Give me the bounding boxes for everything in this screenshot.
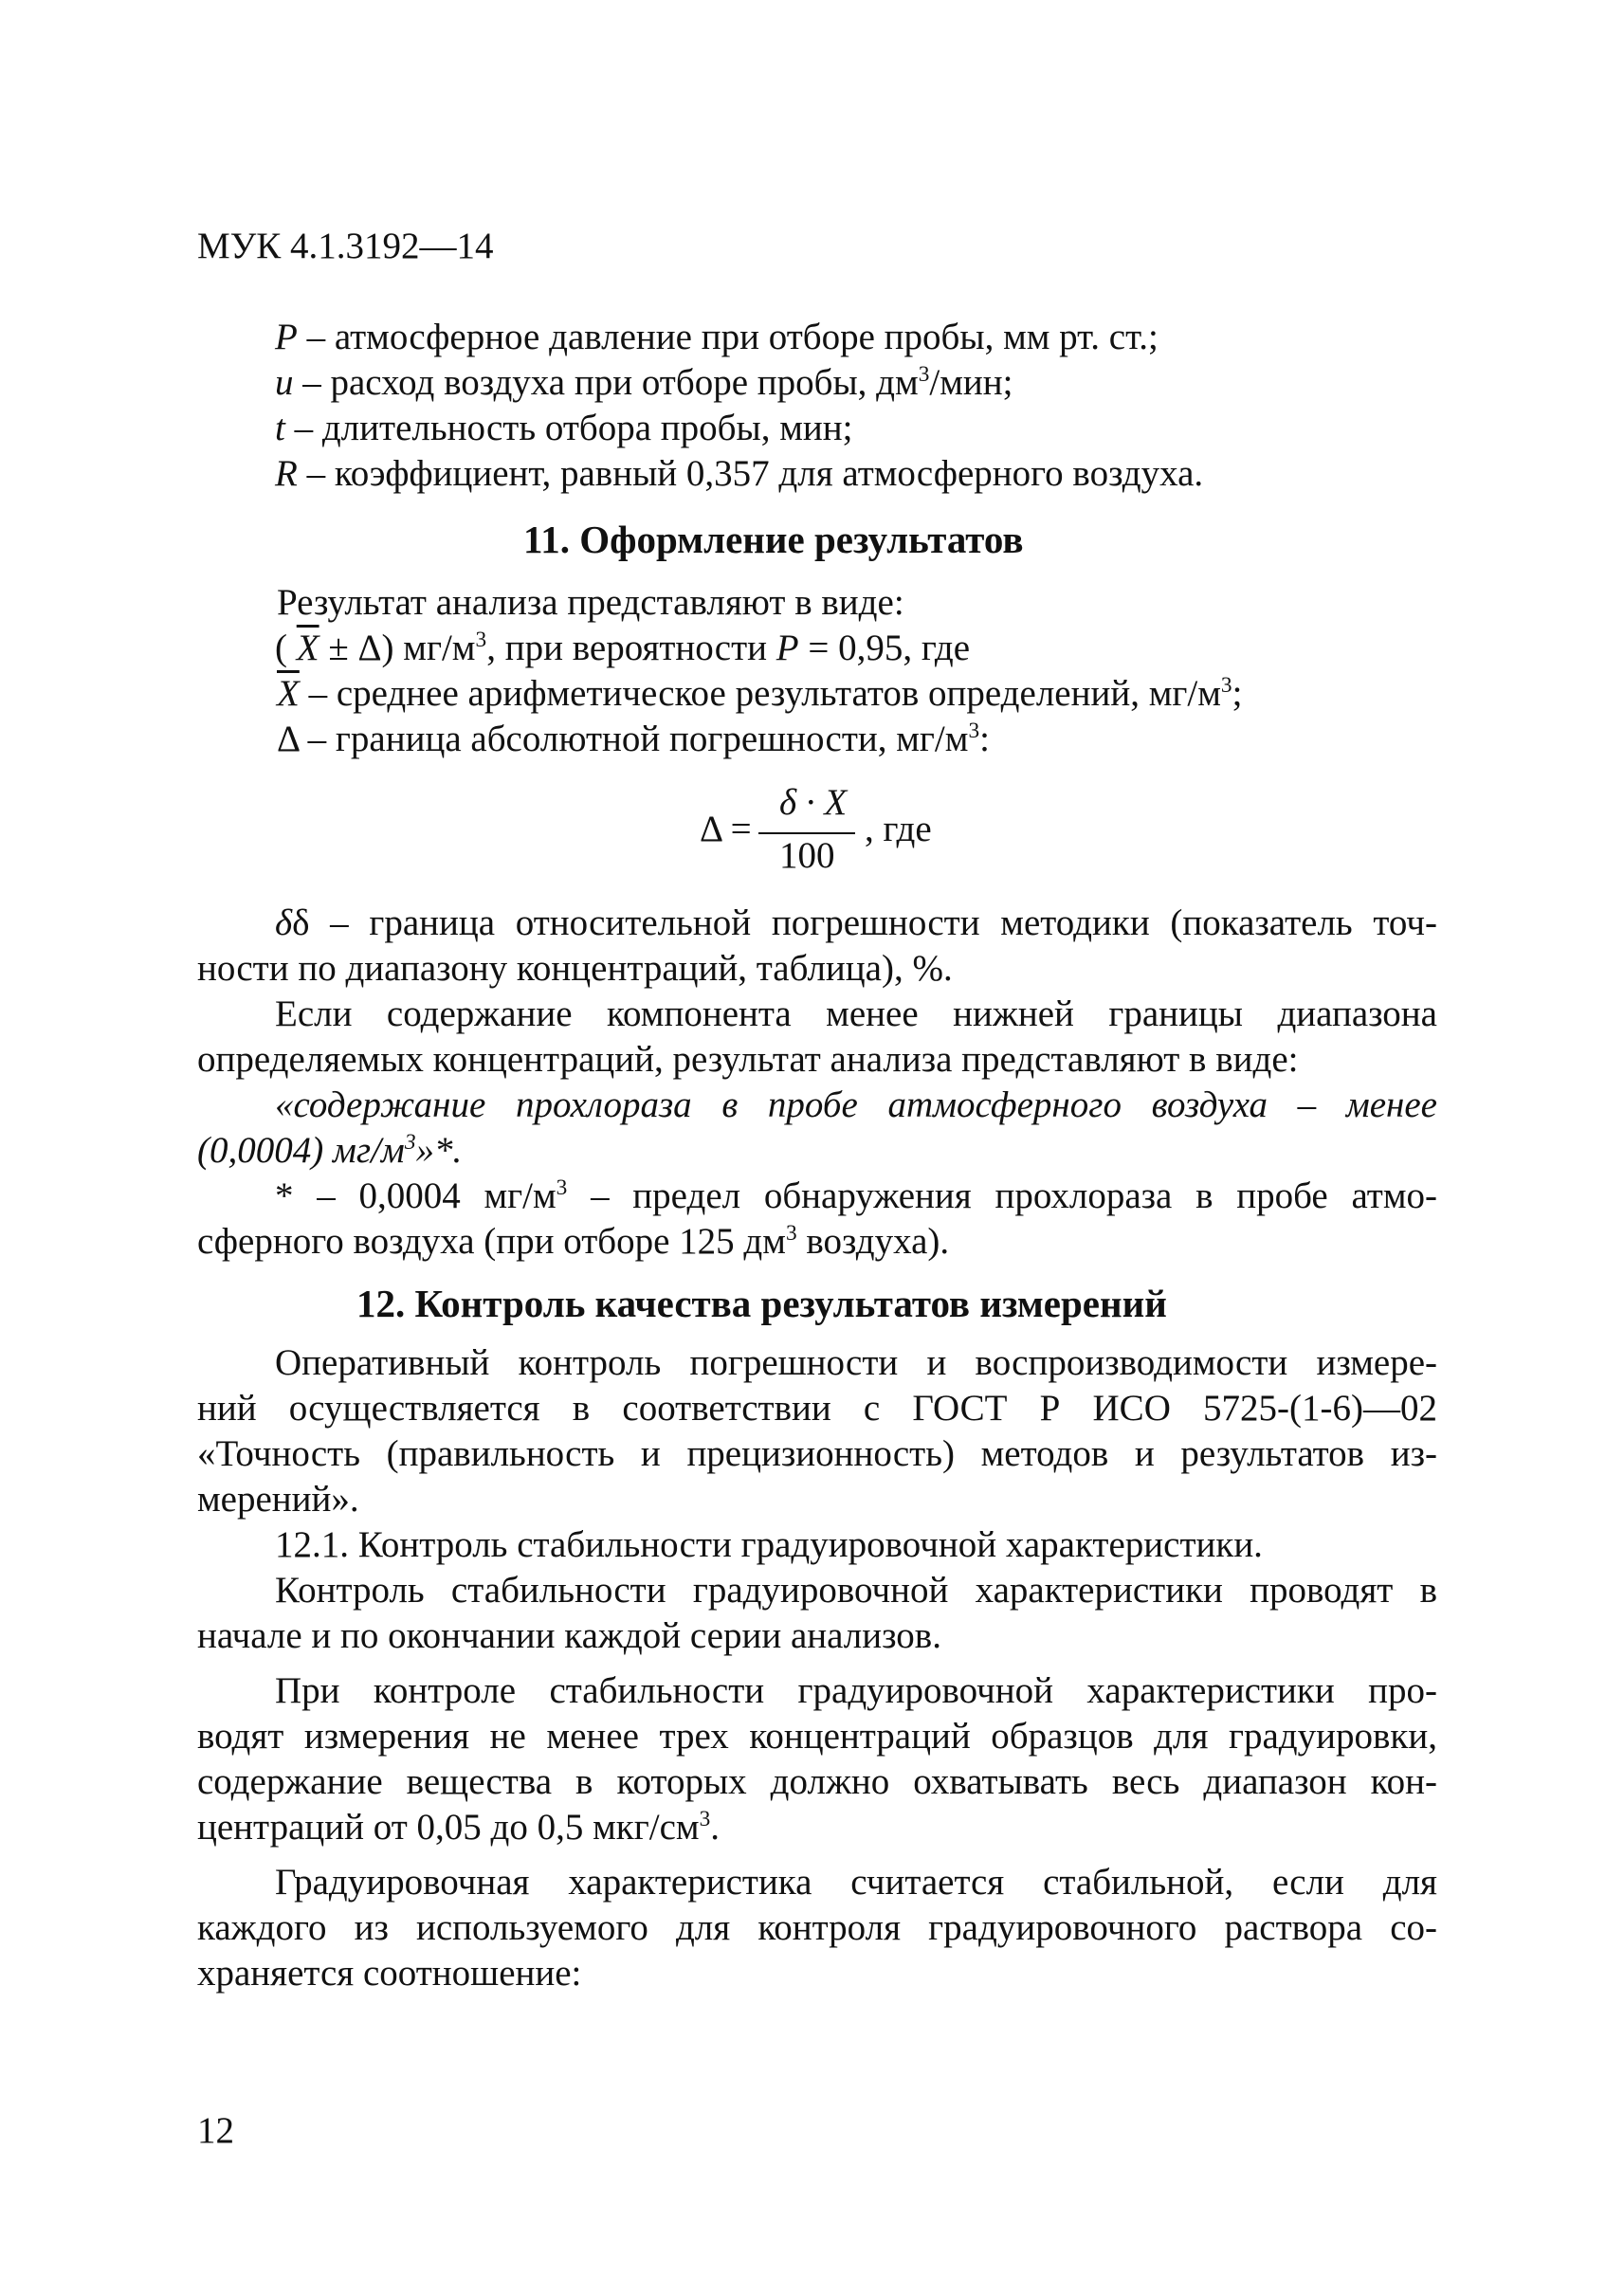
section-12-paragraph-4-line-1: При контроле стабильности градуировочной характеристики про- <box>275 1670 1437 1711</box>
footnote-line-1: * – 0,0004 $мг/м^3$ – предел обнаружения прохлораза в пробе атмо- <box>275 1175 1437 1216</box>
variable-symbol: P <box>275 317 298 357</box>
footnote-line-2: сферного воздуха (при отборе 125 $дм^3$ воздуха). <box>197 1220 950 1262</box>
formula-lhs: Δ = <box>700 809 752 849</box>
relative-error-definition-line-2: ности по диапазону концентраций, таблица), %. <box>197 948 953 989</box>
variable-u-definition: u – расход воздуха при отборе пробы, $дм^3$/мин; <box>275 361 1013 403</box>
variable-symbol: t <box>275 408 285 448</box>
paragraph-low-content-line-1: Если содержание компонента менее нижней границы диапазона <box>275 993 1437 1034</box>
section-11-heading: 11. Оформление результатов <box>523 518 1024 561</box>
section-12-paragraph-1-line-2: ний осуществляется в соответствии с ГОСТ Р ИСО 5725-(1-6)—02 <box>197 1388 1437 1429</box>
section-12-paragraph-4-line-2: водят измерения не менее трех концентраций образцов для градуировки, <box>197 1716 1437 1757</box>
variable-t-definition: t – длительность отбора пробы, мин; <box>275 408 853 448</box>
formula-rhs: , где <box>865 809 932 849</box>
section-12-paragraph-1-line-3: «Точность (правильность и прецизионность) методов и результатов из- <box>197 1433 1437 1474</box>
page-number: 12 <box>197 2110 234 2151</box>
variable-symbol: R <box>275 453 298 494</box>
document-code-header: МУК 4.1.3192—14 <box>197 226 494 266</box>
paragraph-low-content-line-2: определяемых концентраций, результат анализа представляют в виде: <box>197 1039 1299 1080</box>
variable-r-definition: R – коэффициент, равный 0,357 для атмосферного воздуха. <box>275 453 1204 494</box>
relative-error-definition-line-1: δδ – граница относительной погрешности методики (показатель точ- <box>275 902 1437 943</box>
section-12-paragraph-3-line-1: Контроль стабильности градуировочной характеристики проводят в <box>275 1570 1437 1611</box>
section-12-paragraph-3-line-2: начале и по окончании каждой серии анализов. <box>197 1615 941 1656</box>
result-quote-line-2: (0,0004) $мг/м^3»*$. <box>197 1129 463 1171</box>
section-12-paragraph-1-line-4: мерений». <box>197 1479 359 1520</box>
variable-symbol: u <box>275 362 294 403</box>
mean-definition: $\overline{X}$ – среднее арифметическое результатов определений, $мг/м^3$; <box>277 672 1243 714</box>
subsection-12-1-title: 12.1. Контроль стабильности градуировочной характеристики. <box>275 1524 1263 1565</box>
section-12-paragraph-5-line-2: каждого из используемого для контроля градуировочного раствора со- <box>197 1907 1437 1948</box>
result-quote-line-1: «содержание прохлораза в пробе атмосферного воздуха – менее <box>275 1084 1437 1125</box>
section-12-heading: 12. Контроль качества результатов измерений <box>356 1282 1167 1325</box>
section-12-paragraph-4-line-3: содержание вещества в которых должно охватывать весь диапазон кон- <box>197 1761 1437 1802</box>
variable-p-definition: P – атмосферное давление при отборе пробы, мм рт. ст.; <box>275 317 1159 357</box>
section-12-paragraph-5-line-3: храняется соотношение: <box>197 1953 582 1994</box>
section-12-paragraph-5-line-1: Градуировочная характеристика считается стабильной, если для <box>275 1862 1437 1903</box>
results-intro: Результат анализа представляют в виде: <box>277 582 904 623</box>
section-12-paragraph-4-line-4: центраций от 0,05 до 0,5 мкг/$см^3$. <box>197 1806 721 1848</box>
formula-numerator: δ · X <box>779 782 848 823</box>
formula-denominator: 100 <box>779 835 835 876</box>
delta-definition: Δ – граница абсолютной погрешности, $мг/м^3$: <box>277 718 990 759</box>
results-format: ( $\overline{X} \pm \Delta$) $мг/м^3$, при вероятности P = 0,95, где <box>275 627 971 668</box>
section-12-paragraph-1-line-1: Оперативный контроль погрешности и воспроизводимости измере- <box>275 1342 1437 1383</box>
